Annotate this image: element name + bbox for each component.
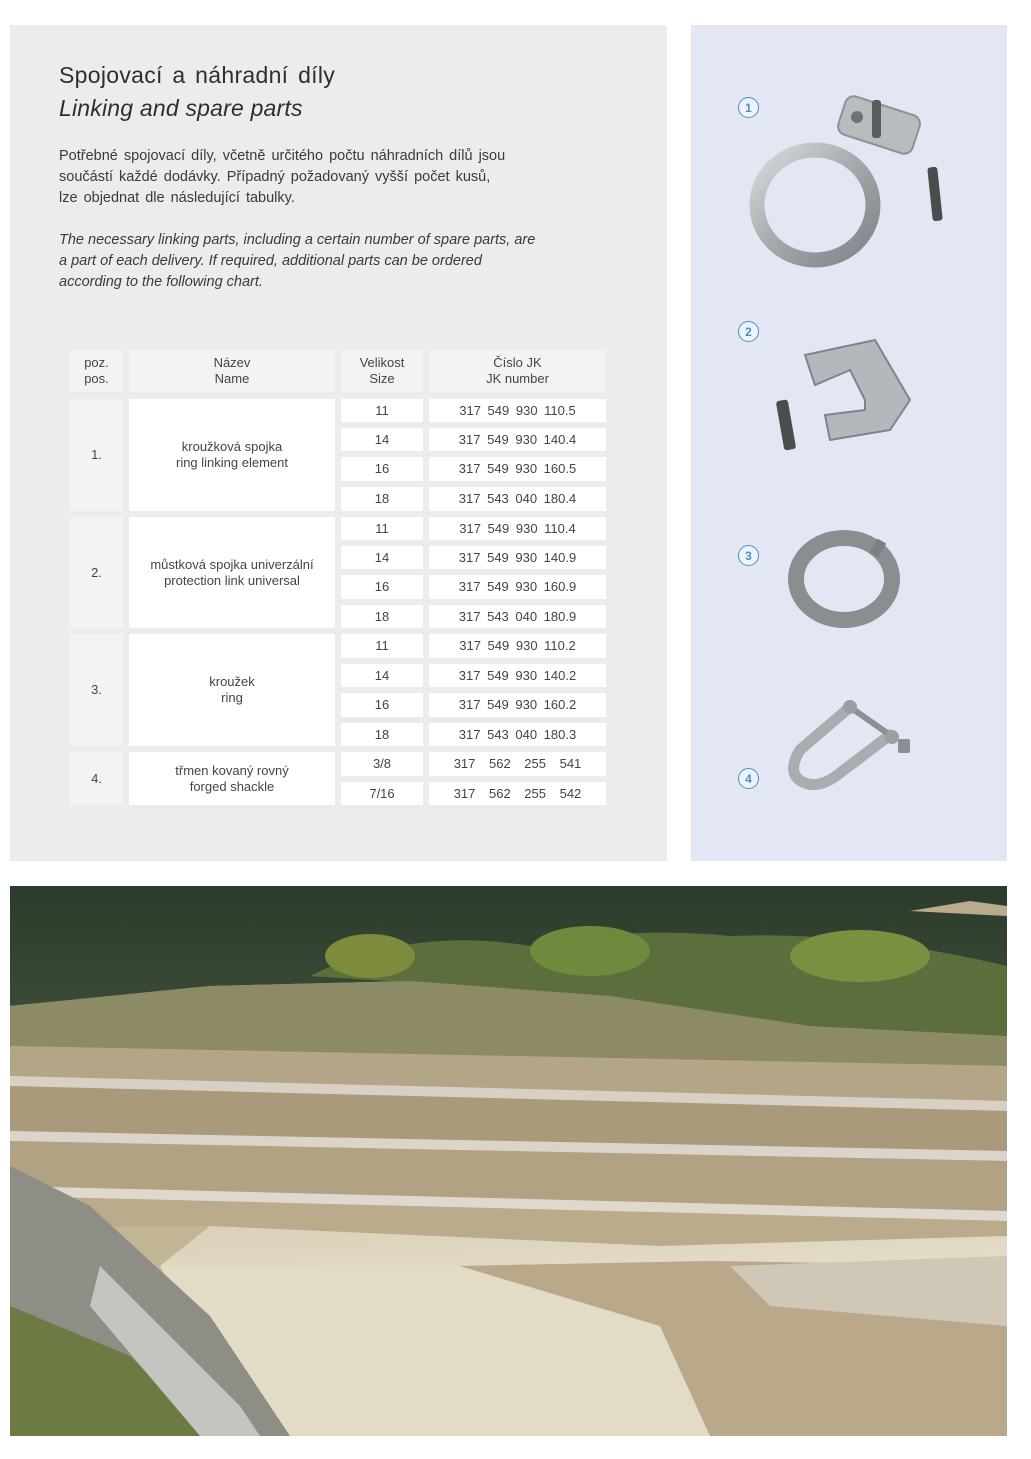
number-cell: 317 549 930 140.2: [429, 664, 606, 687]
page-title-en: Linking and spare parts: [59, 95, 303, 121]
name-en: ring linking element: [175, 455, 288, 470]
intro-line: součástí každé dodávky. Případný požadovaný vyšší počet kusů,: [59, 169, 491, 185]
ring-linking-element-image: [745, 95, 955, 270]
size-cell: 7/16: [341, 782, 423, 805]
part-badge-2: 2: [738, 321, 759, 342]
page-title-cz: Spojovací a náhradní díly: [59, 62, 336, 88]
number-cell: 317 549 930 110.5: [429, 399, 606, 422]
header-number-cz: Číslo JK: [493, 355, 542, 370]
group-name: [129, 399, 335, 511]
header-number-en: JK number: [486, 371, 549, 386]
header-pos-cz: poz.: [84, 355, 109, 370]
number-cell: 317 562 255 542: [429, 782, 606, 805]
size-cell: 16: [341, 457, 423, 481]
size-cell: 18: [341, 487, 423, 511]
ring-image: [785, 530, 905, 630]
number-cell: 317 549 930 140.4: [429, 428, 606, 451]
header-size-cz: Velikost: [359, 355, 405, 370]
name-cz: třmen kovaný rovný: [175, 762, 289, 778]
intro-line: lze objednat dle následující tabulky.: [59, 190, 295, 206]
group-name: [129, 752, 335, 805]
number-cell: 317 543 040 180.3: [429, 723, 606, 746]
number-cell: 317 549 930 140.9: [429, 546, 606, 569]
forged-shackle-image: [780, 695, 920, 795]
group-pos: 2.: [70, 517, 123, 628]
number-cell: 317 543 040 180.9: [429, 605, 606, 628]
size-cell: 14: [341, 546, 423, 569]
protection-link-image: [770, 330, 930, 465]
size-cell: 11: [341, 517, 423, 540]
part-badge-3: 3: [738, 545, 759, 566]
part-badge-1: 1: [738, 97, 759, 118]
name-en: protection link universal: [164, 572, 300, 588]
header-name: [129, 350, 335, 392]
header-pos-en: pos.: [84, 371, 109, 386]
header-name-cz: Název: [213, 355, 251, 370]
size-cell: 14: [341, 428, 423, 451]
intro-paragraph-en: [59, 230, 599, 293]
name-en: forged shackle: [189, 778, 275, 794]
number-cell: 317 543 040 180.4: [429, 487, 606, 511]
part-badge-4: 4: [738, 768, 759, 789]
intro-line: The necessary linking parts, including a certain number of spare parts, are: [59, 232, 536, 248]
intro-line: Potřebné spojovací díly, včetně určitého počtu náhradních dílů jsou: [59, 148, 506, 164]
header-size-en: Size: [369, 371, 395, 386]
number-cell: 317 549 930 160.2: [429, 693, 606, 717]
name-en: ring: [221, 690, 243, 705]
group-pos: 1.: [70, 399, 123, 511]
header-name-en: Name: [214, 371, 250, 386]
size-cell: 3/8: [341, 752, 423, 776]
header-number: [429, 350, 606, 392]
group-name: [129, 634, 335, 746]
number-cell: 317 549 930 110.4: [429, 517, 606, 540]
size-cell: 18: [341, 723, 423, 746]
size-cell: 11: [341, 634, 423, 658]
intro-line: according to the following chart.: [59, 274, 263, 290]
name-cz: můstková spojka univerzální: [150, 556, 314, 572]
intro-paragraph-cz: [59, 146, 579, 209]
number-cell: 317 549 930 160.9: [429, 575, 606, 599]
number-cell: 317 549 930 160.5: [429, 457, 606, 481]
quarry-landscape-photo: [10, 886, 1007, 1436]
quarry-illustration: [10, 886, 1007, 1436]
size-cell: 11: [341, 399, 423, 422]
size-cell: 14: [341, 664, 423, 687]
group-pos: 4.: [70, 752, 123, 805]
header-pos: [70, 350, 123, 392]
size-cell: 16: [341, 693, 423, 717]
size-cell: 16: [341, 575, 423, 599]
name-cz: kroužková spojka: [181, 439, 283, 454]
number-cell: 317 562 255 541: [429, 752, 606, 776]
size-cell: 18: [341, 605, 423, 628]
intro-line: a part of each delivery. If required, additional parts can be ordered: [59, 253, 482, 269]
group-name: [129, 517, 335, 628]
name-cz: kroužek: [209, 674, 255, 689]
number-cell: 317 549 930 110.2: [429, 634, 606, 658]
header-size: [341, 350, 423, 392]
group-pos: 3.: [70, 634, 123, 746]
